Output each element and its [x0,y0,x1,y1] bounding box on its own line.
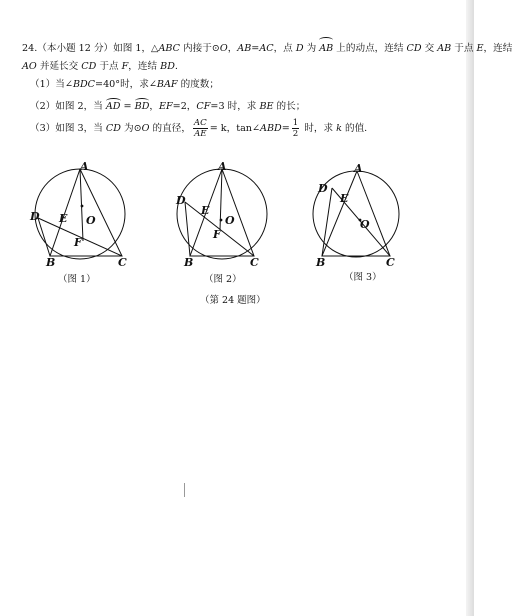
text-seg: 的度数； [177,79,219,90]
figure-1-caption: （图 1） [58,274,96,285]
text-seg: O [141,123,150,134]
arc-ad: AD [105,101,121,112]
text-seg: ， [149,101,159,112]
text-seg: 并延长交 [36,61,82,72]
text-seg: 于点 [451,43,477,54]
text-seg: ABD [260,123,282,134]
text-seg: k [336,123,342,134]
text-seg: CD [105,123,121,134]
group-caption: （第 24 题图） [200,295,266,306]
text-seg: BAF [156,79,178,90]
text-seg: ，连结 [128,61,161,72]
text-seg: =40°时，求∠ [95,79,157,90]
page-edge-shadow [466,0,474,616]
text-seg: ，点 [273,43,296,54]
figure-2-caption: （图 2） [204,274,242,285]
text-seg: 内接于⊙ [179,43,220,54]
text-seg: 的直径， [149,123,191,134]
fraction-ac-over-ae [193,118,208,139]
text-seg: 交 [421,43,438,54]
text-seg: （1）当∠ [30,79,73,90]
text-seg: （2）如图 2，当 [30,101,106,112]
text-seg: EF [158,101,173,112]
text-seg: = [120,101,135,112]
label-o: O [86,214,96,227]
text-seg: AB [437,43,452,54]
text-seg: 的长； [273,101,306,112]
label-o: O [225,214,235,227]
figure-3 [310,160,410,270]
label-a: A [218,160,227,173]
text-seg: 时，求 [301,123,337,134]
text-seg: 于点 [96,61,122,72]
text-seg: O [219,43,228,54]
text-seg: BE [259,101,274,112]
label-b: B [316,256,326,269]
scan-mark [184,483,185,497]
label-c: C [250,256,259,269]
problem-statement-line1 [22,40,512,58]
text-seg: CD [81,61,97,72]
text-seg: 为 [303,43,320,54]
figure-2 [172,160,272,270]
question-2 [30,98,305,112]
label-f: F [74,236,82,249]
label-d: D [318,182,328,195]
triangle-abc [322,171,390,256]
label-f: F [213,228,221,241]
label-d: D [176,194,186,207]
segment-bd [185,202,190,256]
text-seg: ，连结 [483,43,512,54]
text-seg: 上的动点，连结 [333,43,407,54]
label-e: E [201,204,210,217]
text-seg: =3 时，求 [210,101,260,112]
label-e: E [59,212,68,225]
problem-statement-line2 [22,58,452,76]
text-seg: ， [227,43,238,54]
label-d: D [30,210,40,223]
fraction-denominator: AE [194,129,207,139]
label-b: B [46,256,56,269]
text-seg: E [476,43,484,54]
arc-ab: AB [319,40,333,58]
text-seg: 的值. [341,123,368,134]
text-seg: . [174,61,178,72]
text-seg: AO [22,61,37,72]
text-seg: = [281,123,290,134]
label-b: B [184,256,194,269]
fraction-denominator: 2 [292,129,299,139]
label-c: C [118,256,127,269]
figure-3-caption: （图 3） [344,272,382,283]
text-seg: F [121,61,129,72]
fraction-numerator: AC [193,118,207,128]
center-dot [220,219,223,222]
text-seg: ABC [158,43,180,54]
label-e: E [340,192,349,205]
label-a: A [80,160,89,173]
label-a: A [354,162,363,175]
text-seg: = k，tan∠ [209,123,261,134]
center-dot [81,205,84,208]
question-1 [30,76,219,90]
question-3 [30,118,367,139]
text-seg: AB=AC [237,43,274,54]
arc-bd: BD [134,101,150,112]
figure-1 [30,160,130,270]
text-seg: D [295,43,304,54]
text-seg: BD [160,61,175,72]
text-seg: CD [406,43,422,54]
segment-bd [38,218,50,256]
text-seg: 24.（本小题 12 分）如图 1，△ [22,43,159,54]
label-o: O [360,218,370,231]
label-c: C [386,256,395,269]
fraction-one-half [292,118,299,139]
text-seg: CF [196,101,211,112]
fraction-numerator: 1 [292,118,299,128]
text-seg: （3）如图 3，当 [30,123,106,134]
problem-24 [22,40,512,76]
text-seg: 为⊙ [120,123,142,134]
text-seg: =2， [172,101,197,112]
text-seg: BDC [72,79,96,90]
